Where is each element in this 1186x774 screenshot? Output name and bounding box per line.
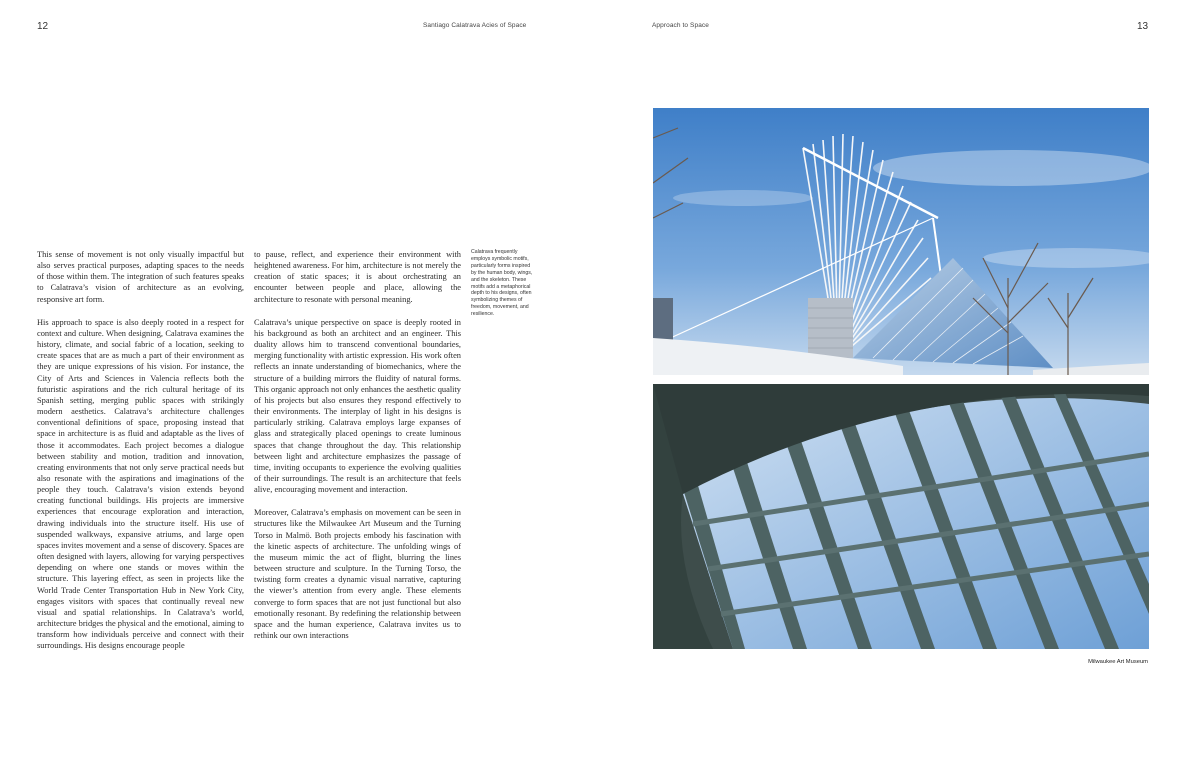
museum-exterior-photo (653, 108, 1149, 375)
paragraph: His approach to space is also deeply rooted in a respect for context and culture. When designing, Calatrava examines the history, climate, and social fabric of a location, seeking to create spaces that are as much a part of their environment as they are unique expressions of his vision. For instance, the City of Arts and Sciences in Valencia reflects both the futuristic aspirations and the rich cultural heritage of its Spanish setting, merging public spaces with strikingly modern aesthetics. Calatrava’s architecture challenges conventional definitions of space, proposing instead that space in architecture is as fluid and adaptable as the lives of those it accommodates. Each project becomes a dialogue between stability and motion, tradition and innovation, creating environments that not only serve practical needs but also resonate with the aspirations and imaginations of the people they touch. Calatrava’s vision extends beyond creating functional buildings. His projects are immersive experiences that encourage exploration and interaction, drawing individuals into the structure itself. His use of suspended walkways, expansive atriums, and large open spaces invites movement and a sense of discovery. Spaces are often designed with layers, allowing for varying perspectives depending on where one stands or moves within the structure. This layering effect, as seen in projects like the World Trade Center Transportation Hub in New York City, engages visitors with spaces that continually reveal new visual and spatial relationships. In Calatrava’s world, architecture bridges the physical and the emotional, aiming to transform how individuals perceive and connect with their surroundings. His designs encourage people (37, 317, 244, 651)
right-running-title: Approach to Space (652, 22, 709, 29)
left-page-number: 12 (37, 21, 49, 32)
museum-exterior-illustration (653, 108, 1149, 375)
photo-caption: Milwaukee Art Museum (1088, 659, 1148, 665)
paragraph: Calatrava’s unique perspective on space is deeply rooted in his background as both an architect and an engineer. This duality allows him to transcend conventional boundaries, merging functionality with artistic expression. His work often reflects an innate understanding of biomechanics, where the structure of a building mirrors the fluidity of natural forms. This organic approach not only enhances the aesthetic quality of his projects but also ensures they respond effectively to their environments. The interplay of light in his designs is particularly striking. Calatrava employs large expanses of glass and strategically placed openings to create luminous spaces that change throughout the day. This relationship between light and architecture emphasizes the passage of time, inviting occupants to experience the evolving qualities of their surroundings. The result is an architecture that feels alive, encouraging movement and interaction. (254, 317, 461, 495)
paragraph: Moreover, Calatrava’s emphasis on movement can be seen in structures like the Milwaukee Art Museum and the Turning Torso in Malmö. Both projects embody his fascination with the kinetic aspects of architecture. The unfolding wings of the museum mimic the act of flight, blurring the lines between structure and sculpture. In the Turning Torso, the twisting form creates a dynamic visual narrative, capturing the viewer’s attention from every angle. These elements converge to form spaces that are not just functional but also emotionally resonant. By redefining the relationship between space and the human experience, Calatrava invites us to rethink our own interactions (254, 508, 461, 640)
body-column-right (254, 249, 461, 653)
margin-note: Calatrava frequently employs symbolic motifs, particularly forms inspired by the human body, wings, and the skeleton. These motifs add a metaphorical depth to his designs, often symbolizing themes of freedom, movement, and resilience. (471, 249, 533, 318)
museum-interior-illustration (653, 384, 1149, 649)
left-running-title: Santiago Calatrava Acies of Space (423, 22, 527, 29)
paragraph: to pause, reflect, and experience their environment with heightened awareness. For him, architecture is not merely the creation of static spaces; it is about orchestrating an encounter between people and place, allowing the architecture to resonate with personal meaning. (254, 250, 461, 304)
museum-interior-photo (653, 384, 1149, 649)
body-column-left (37, 249, 244, 663)
paragraph: This sense of movement is not only visually impactful but also serves practical purposes, adapting spaces to the needs of those within them. The integration of such features speaks to Calatrava’s vision of architecture as an evolving, responsive art form. (37, 250, 244, 304)
right-page-number: 13 (1137, 21, 1149, 32)
